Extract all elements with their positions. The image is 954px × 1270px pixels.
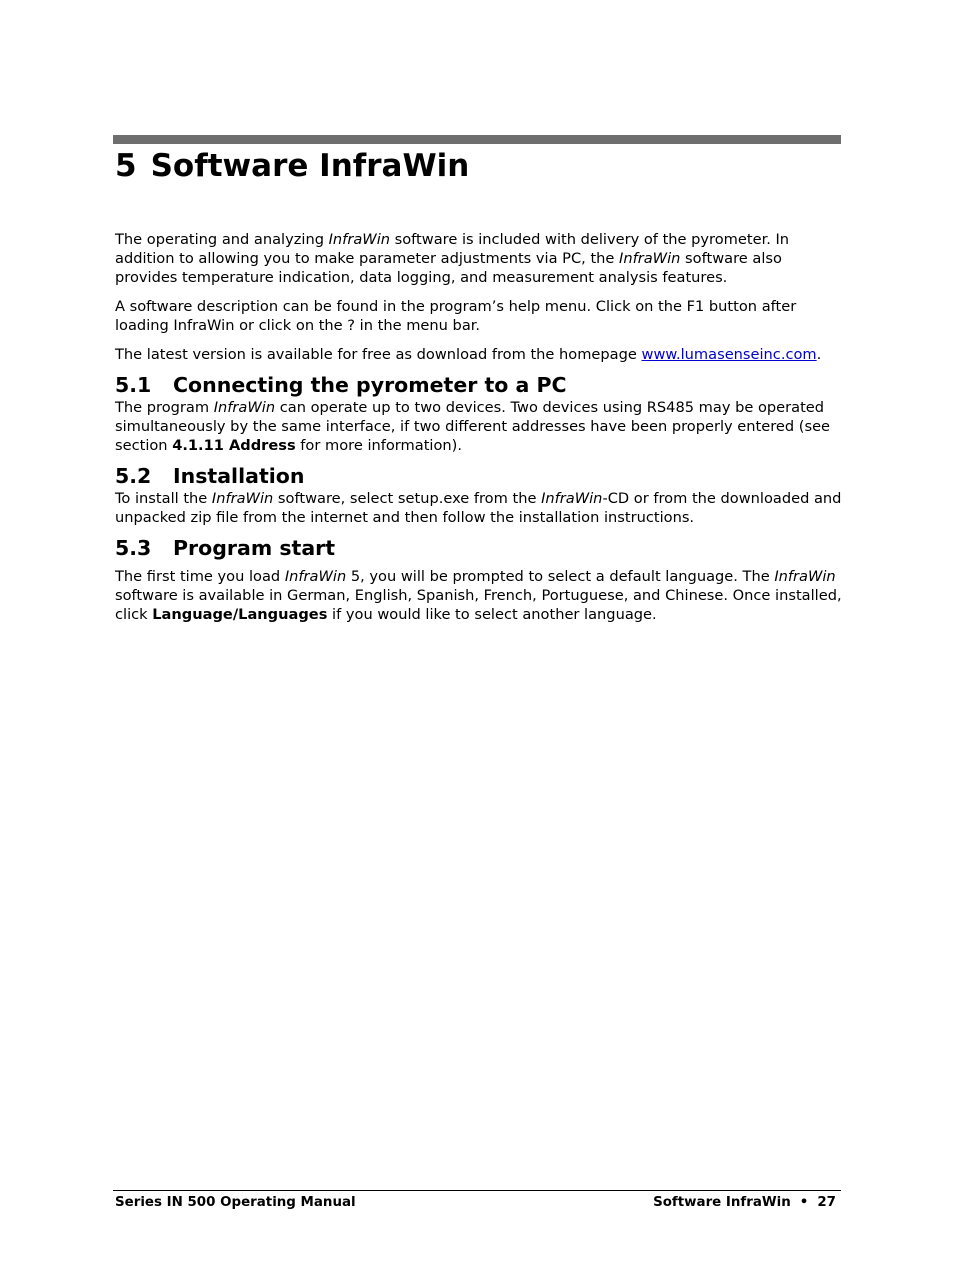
section-number: 5.3 xyxy=(115,536,152,560)
text-run: for more information). xyxy=(295,437,463,454)
text-run: -CD or from the downloaded and unpacked zip file from the internet and then follow the installation instructions. xyxy=(115,490,842,526)
text-run: The operating and analyzing xyxy=(115,231,329,248)
text-run: 5, you will be prompted to select a default language. The xyxy=(346,568,775,585)
intro-paragraph-3 xyxy=(115,345,843,364)
section-reference: 4.1.11 Address xyxy=(172,437,296,454)
section-heading-connecting xyxy=(115,372,843,398)
footer-manual-title: Series IN 500 Operating Manual xyxy=(115,1195,356,1210)
intro-paragraph-2: A software description can be found in the program’s help menu. Click on the F1 button after loading InfraWin or click on the ? in the menu bar. xyxy=(115,298,797,334)
chapter-rule xyxy=(113,135,841,144)
text-run: software is included with delivery of the pyrometer. In addition to allowing you to make parameter adjustments via PC, the xyxy=(115,231,790,267)
section-number: 5.2 xyxy=(115,464,152,488)
software-name: InfraWin xyxy=(284,568,347,585)
software-name: InfraWin xyxy=(541,490,603,507)
section-number: 5.1 xyxy=(115,373,152,397)
section-title: Installation xyxy=(173,464,305,488)
software-name: InfraWin xyxy=(328,231,390,248)
chapter-number: 5 xyxy=(115,148,137,184)
software-name: InfraWin xyxy=(211,490,274,507)
text-run: software, select setup.exe from the xyxy=(273,490,542,507)
footer-bullet: • xyxy=(799,1195,809,1210)
text-run: The program xyxy=(115,399,214,416)
software-name: InfraWin xyxy=(619,250,681,267)
homepage-link[interactable]: www.lumasenseinc.com xyxy=(641,346,817,363)
section-title: Connecting the pyrometer to a PC xyxy=(173,373,567,397)
software-name: InfraWin xyxy=(213,399,276,416)
footer-chapter-title: Software InfraWin xyxy=(653,1195,791,1210)
text-run: The latest version is available for free as download from the homepage xyxy=(115,346,642,363)
chapter-title xyxy=(115,146,469,186)
text-run: software is available in German, English, Spanish, French, Portuguese, and Chinese. Once installed, click xyxy=(115,587,842,623)
section-paragraph-connecting xyxy=(115,398,843,455)
page-content xyxy=(115,230,843,624)
section-title: Program start xyxy=(173,536,336,560)
text-run: can operate up to two devices. Two devices using RS485 may be operated simultaneously by the same interface, if two different addresses have been properly entered (see section xyxy=(115,399,831,454)
text-run: if you would like to select another language. xyxy=(327,606,657,623)
section-paragraph-program-start xyxy=(115,567,843,624)
text-run: . xyxy=(816,346,822,363)
text-run: The first time you load xyxy=(115,568,285,585)
software-name: InfraWin xyxy=(774,568,836,585)
text-run: software also provides temperature indication, data logging, and measurement analysis features. xyxy=(115,250,782,286)
chapter-title-text: Software InfraWin xyxy=(150,148,470,184)
menu-reference: Language/Languages xyxy=(152,606,328,623)
section-paragraph-installation xyxy=(115,489,843,527)
section-heading-program-start xyxy=(115,535,843,561)
footer-page-info xyxy=(653,1194,836,1212)
text-run: To install the xyxy=(115,490,212,507)
section-heading-installation xyxy=(115,463,843,489)
footer-rule xyxy=(113,1190,841,1191)
page-number: 27 xyxy=(817,1195,836,1210)
intro-paragraph-1 xyxy=(115,230,843,287)
